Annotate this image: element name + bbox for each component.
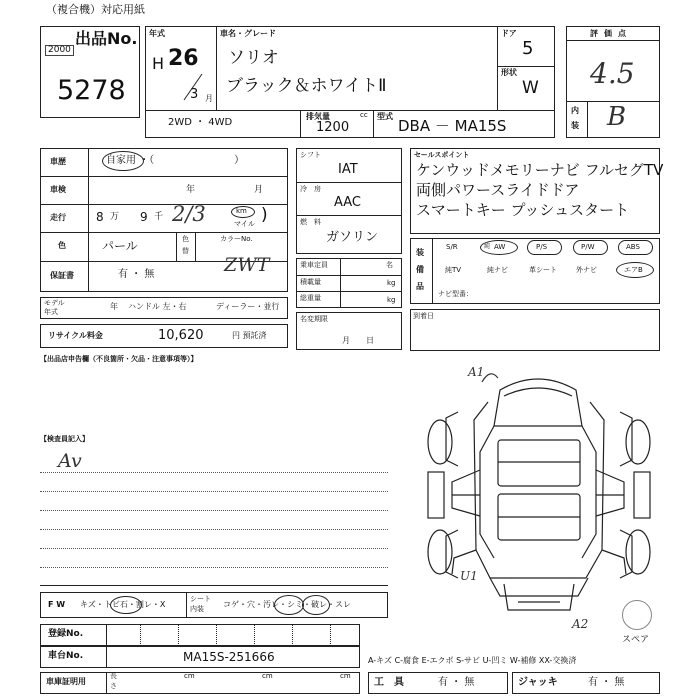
fw-items: キズ・トビ石・割レ・X bbox=[80, 600, 166, 609]
year-stamp: 2000 bbox=[45, 45, 74, 56]
name-change-label: 名変期限 bbox=[300, 315, 328, 323]
equip-aw: AW bbox=[494, 243, 506, 251]
navi-model-label: ナビ型番： bbox=[438, 290, 473, 298]
garage-cert-row bbox=[40, 672, 360, 694]
inspection-label: 車検 bbox=[50, 185, 66, 194]
dealer-type: ディーラー・並行 bbox=[216, 302, 280, 311]
equip-ext-navi: 外ナビ bbox=[576, 266, 597, 274]
equip-navi: 純ナビ bbox=[487, 266, 508, 274]
exhibitor-label: 【出品店申告欄（不良箇所・欠品・注意事項等）】 bbox=[40, 355, 198, 363]
seat-label-top: シート bbox=[190, 595, 211, 603]
model-year-top: モデル bbox=[44, 299, 65, 307]
inspection-year-unit: 年 bbox=[186, 185, 196, 195]
model-year-word: 年 bbox=[110, 302, 118, 311]
grade-score: 4.5 bbox=[590, 57, 635, 90]
inspector-label: 【検査員記入】 bbox=[40, 435, 89, 443]
interior-label-bottom: 装 bbox=[571, 121, 579, 130]
reg-row bbox=[40, 624, 360, 646]
km-label: km bbox=[236, 207, 247, 215]
color-label: 色 bbox=[58, 241, 66, 250]
jack-label: ジャッキ bbox=[518, 677, 558, 688]
fw-chip-circle bbox=[110, 596, 142, 614]
equip-sr: S/R bbox=[446, 243, 458, 251]
mileage-sen: 9 bbox=[140, 210, 148, 224]
model-name: ソリオ bbox=[228, 48, 279, 68]
tools-value: 有 ・ 無 bbox=[438, 677, 475, 688]
displacement-label: 排気量 bbox=[306, 112, 330, 121]
equip-abs: ABS bbox=[626, 243, 640, 251]
name-label: 車名・グレード bbox=[220, 29, 276, 38]
era: H bbox=[152, 54, 165, 73]
weight-label: 総重量 bbox=[300, 294, 321, 302]
model-code: DBA － MA15S bbox=[398, 117, 507, 135]
equip-label-2: 備 bbox=[416, 265, 424, 274]
history-label: 車歴 bbox=[50, 157, 66, 166]
damage-mark-u1: U1 bbox=[460, 569, 478, 583]
length-label-bottom: さ bbox=[110, 682, 117, 690]
stain-circle bbox=[274, 595, 304, 615]
inspection-month-unit: 月 bbox=[254, 185, 264, 195]
model-code-label: 型式 bbox=[377, 112, 393, 121]
month-suffix: 月 bbox=[205, 94, 213, 103]
selling-point-2: 両側パワースライドドア bbox=[416, 181, 580, 199]
history-value: 自家用 ・（ ） bbox=[106, 155, 245, 166]
spare-tire-icon bbox=[622, 600, 652, 630]
shift-label: シフト bbox=[300, 151, 321, 159]
grade-label: 評価点 bbox=[590, 29, 632, 38]
damage-mark-a2: A2 bbox=[572, 617, 589, 631]
equip-label-1: 装 bbox=[416, 248, 424, 257]
length-label-top: 長 bbox=[110, 672, 117, 680]
equip-ps: P/S bbox=[536, 243, 548, 251]
ac-value: AAC bbox=[334, 195, 361, 210]
car-diagram bbox=[418, 362, 660, 627]
selling-point-3: スマートキー プッシュスタート bbox=[416, 201, 630, 219]
warranty-value: 有 ・ 無 bbox=[118, 269, 155, 280]
color-value: パール bbox=[102, 239, 138, 253]
mileage-handwritten: 2/3 bbox=[172, 202, 206, 226]
color-no-label: カラーNo. bbox=[220, 235, 253, 243]
grade-name: ブラック＆ホワイトⅡ bbox=[226, 76, 387, 96]
reg-label: 登録No. bbox=[48, 629, 84, 639]
capacity-label: 乗車定員 bbox=[300, 261, 328, 269]
interior-label-top: 内 bbox=[571, 106, 579, 115]
color-change-bottom: 替 bbox=[182, 247, 189, 255]
color-no-value: ZWT bbox=[224, 254, 270, 276]
mileage-label: 走行 bbox=[50, 213, 66, 222]
warranty-label: 保証書 bbox=[50, 271, 74, 280]
year-value: 26 bbox=[168, 46, 199, 71]
selling-point-1: ケンウッドメモリーナビ フルセグTV bbox=[416, 161, 664, 179]
length-cm-3: cm bbox=[340, 672, 351, 680]
chassis-label: 車台No. bbox=[48, 651, 84, 661]
garage-cert-label: 車庫証明用 bbox=[46, 677, 86, 686]
arrival-label: 到着日 bbox=[413, 312, 434, 320]
inspector-note: Av bbox=[58, 450, 82, 472]
shape-value: W bbox=[522, 78, 539, 98]
month-value: 3 bbox=[190, 87, 199, 102]
fuel-label: 燃 料 bbox=[300, 218, 321, 226]
equip-aw-extra: 純 bbox=[484, 243, 491, 250]
recycle-unit: 円 預託済 bbox=[232, 331, 267, 340]
model-year-bottom: 年式 bbox=[44, 308, 58, 316]
displacement-unit: cc bbox=[360, 111, 368, 119]
lot-box bbox=[40, 26, 140, 118]
form-title: （複合機）対応用紙 bbox=[46, 3, 145, 16]
mile-label: マイル bbox=[234, 220, 255, 228]
equip-leather: 革シート bbox=[529, 266, 557, 274]
selling-points-label: セールスポイント bbox=[414, 151, 470, 159]
chassis-number: MA15S-251666 bbox=[183, 650, 275, 664]
interior-score: B bbox=[607, 102, 627, 132]
fw-label: F W bbox=[48, 600, 66, 609]
door-label: ドア bbox=[501, 29, 517, 38]
tools-label: 工 具 bbox=[374, 677, 404, 688]
color-change-top: 色 bbox=[182, 235, 189, 243]
capacity-unit: 名 bbox=[386, 261, 393, 269]
damage-legend: A-キズ C-腐食 E-エクボ S-サビ U-凹ミ W-補修 XX-交換済 bbox=[368, 656, 577, 665]
jack-value: 有 ・ 無 bbox=[588, 677, 625, 688]
ac-label: 冷 房 bbox=[300, 185, 321, 193]
displacement-value: 1200 bbox=[316, 120, 350, 135]
lot-label: 出品No. bbox=[75, 29, 138, 48]
load-unit: kg bbox=[387, 279, 396, 287]
seat-label-bottom: 内装 bbox=[190, 605, 204, 613]
name-change-unit: 月 日 bbox=[342, 336, 374, 345]
equip-pw: P/W bbox=[581, 243, 595, 251]
weight-unit: kg bbox=[387, 296, 396, 304]
handle-side: ハンドル 左・右 bbox=[128, 302, 187, 311]
man-unit: 万 bbox=[110, 212, 120, 222]
length-cm-1: cm bbox=[184, 672, 195, 680]
equip-airbag: エアB bbox=[624, 266, 643, 274]
door-value: 5 bbox=[522, 38, 534, 59]
recycle-label: リサイクル料金 bbox=[48, 331, 103, 340]
length-cm-2: cm bbox=[262, 672, 273, 680]
drive-type: 2WD ・ 4WD bbox=[168, 117, 233, 128]
equip-label-3: 品 bbox=[416, 282, 424, 291]
shift-value: IAT bbox=[338, 162, 358, 177]
year-label: 年式 bbox=[149, 29, 165, 38]
load-label: 積載量 bbox=[300, 278, 321, 286]
mileage-man: 8 bbox=[96, 210, 104, 224]
lot-number: 5278 bbox=[57, 75, 126, 106]
recycle-fee: 10,620 bbox=[158, 328, 204, 343]
sen-unit: 千 bbox=[154, 212, 164, 222]
private-use-circle bbox=[102, 151, 144, 171]
spare-label: スペア bbox=[622, 635, 650, 645]
fuel-value: ガソリン bbox=[326, 230, 379, 245]
damage-mark-a1: A1 bbox=[468, 365, 485, 379]
mileage-paren: ) bbox=[261, 205, 268, 225]
arrival-box bbox=[410, 309, 660, 351]
equip-tv: 純TV bbox=[445, 266, 462, 274]
seat-items: コゲ・穴・汚レ・シミ・破レ・スレ bbox=[223, 600, 351, 609]
shape-label: 形状 bbox=[501, 68, 517, 77]
spot-circle bbox=[302, 595, 330, 615]
